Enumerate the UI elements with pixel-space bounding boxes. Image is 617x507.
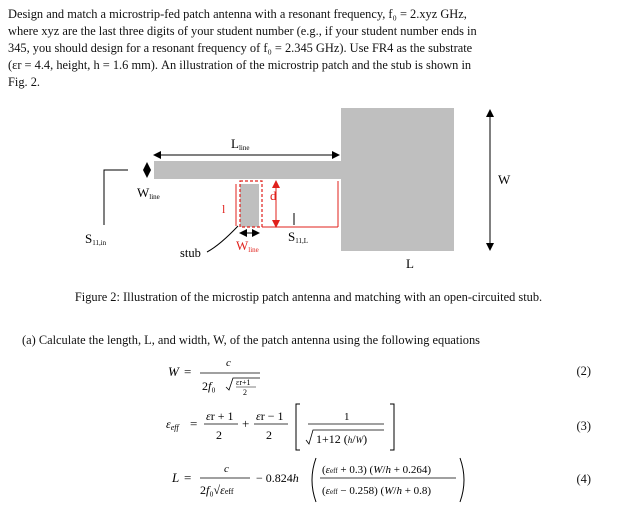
- d-label: d: [270, 188, 277, 203]
- svg-text:1+12 (h/W): 1+12 (h/W): [316, 432, 368, 446]
- w-label: W: [498, 172, 511, 187]
- svg-text:=: =: [184, 364, 192, 379]
- svg-text:εeff: εeff: [166, 417, 179, 432]
- svg-text:(εeff − 0.258) (W/h + 0.8): (εeff − 0.258) (W/h + 0.8): [322, 485, 432, 497]
- intro-line-5: Fig. 2.: [8, 75, 41, 89]
- s11in-reference-line: [104, 170, 128, 225]
- svg-text:2: 2: [243, 388, 247, 397]
- svg-text:L: L: [172, 470, 180, 485]
- svg-text:εr − 1: εr − 1: [256, 409, 284, 423]
- svg-text:W: W: [168, 364, 179, 379]
- equation-3: [160, 400, 420, 452]
- intro-line-1: Design and match a microstrip-fed patch antenna with a resonant frequency, f₀ = 2.xyz GHz,: [8, 7, 467, 21]
- equation-2-number: (2): [576, 364, 591, 378]
- svg-text:+: +: [242, 416, 250, 431]
- svg-text:2: 2: [266, 428, 272, 442]
- svg-text:c: c: [226, 357, 231, 369]
- wline-left-label: Wline: [137, 185, 160, 201]
- s11in-label: S11,in: [85, 231, 107, 247]
- svg-text:2f₀√εeff: 2f₀√εeff: [200, 483, 234, 497]
- svg-text:c: c: [224, 463, 229, 475]
- svg-text:1: 1: [344, 411, 350, 423]
- svg-text:εr + 1: εr + 1: [206, 409, 234, 423]
- figure-caption: Figure 2: Illustration of the microstip patch antenna and matching with an open-circuited stub.: [74, 290, 543, 304]
- feed-line: [154, 161, 341, 179]
- svg-text:2f₀: 2f₀: [202, 379, 216, 393]
- wline-bottom-label: Wline: [236, 238, 259, 254]
- intro-line-4: (εr = 4.4, height, h = 1.6 mm). An illustration of the microstrip patch and the stub is shown in: [8, 58, 472, 72]
- intro-line-2: where xyz are the last three digits of your student number (e.g., if your student number ends in: [8, 24, 477, 38]
- equation-4: [166, 454, 476, 504]
- svg-text:=: =: [190, 416, 198, 431]
- svg-text:− 0.824h: − 0.824h: [256, 471, 299, 485]
- s11l-label: S11,L: [288, 229, 309, 245]
- svg-text:(εeff + 0.3) (W/h + 0.264): (εeff + 0.3) (W/h + 0.264): [322, 464, 432, 476]
- stub-leader: [207, 226, 238, 252]
- equation-3-number: (3): [576, 419, 591, 433]
- patch-length-label: L: [406, 256, 414, 271]
- problem-statement: [8, 6, 608, 91]
- stub-label: stub: [180, 246, 201, 260]
- part-a-text: (a) Calculate the length, L, and width, W, of the patch antenna using the following equations: [22, 333, 480, 347]
- intro-line-3: 345, you should design for a resonant frequency of f₀ = 2.345 GHz). Use FR4 as the substrate: [8, 41, 473, 55]
- svg-text:2: 2: [216, 428, 222, 442]
- patch-antenna-figure: [0, 98, 617, 298]
- equation-4-number: (4): [576, 472, 591, 486]
- svg-text:εr+1: εr+1: [236, 378, 251, 387]
- svg-text:=: =: [184, 470, 192, 485]
- patch-rectangle: [341, 108, 454, 251]
- lline-label: Lline: [231, 136, 250, 152]
- open-circuit-stub: [240, 184, 259, 227]
- equation-2: [160, 354, 280, 400]
- stub-length-label: l: [222, 202, 226, 216]
